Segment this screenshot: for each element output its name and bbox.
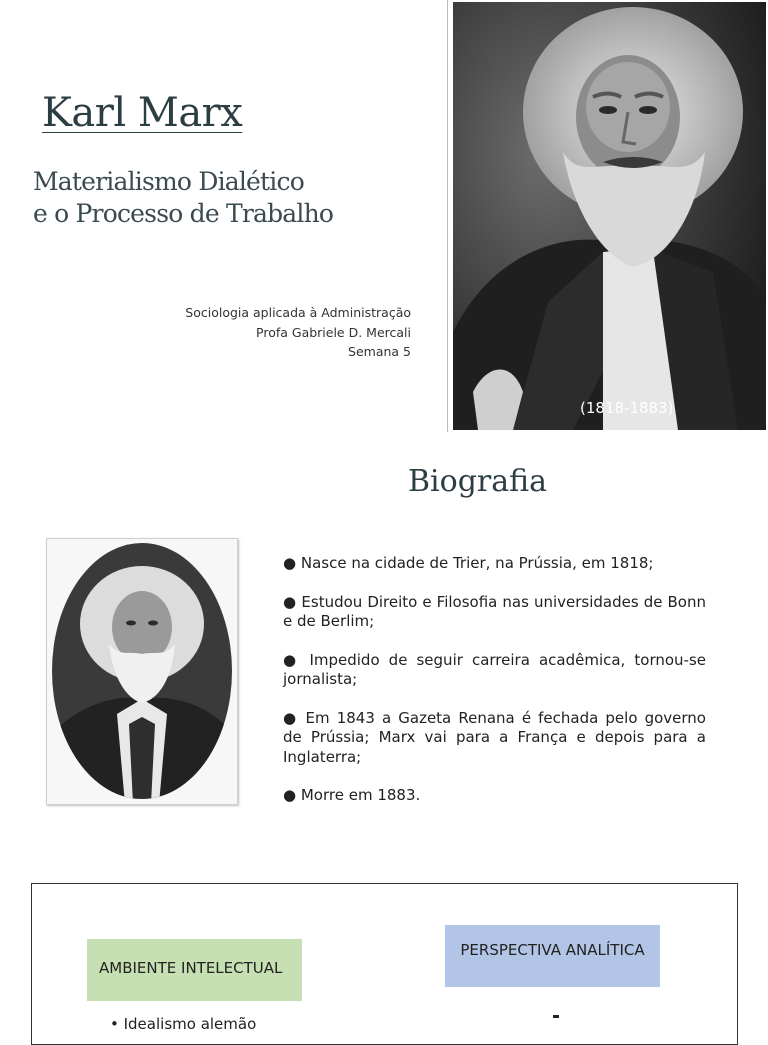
marx-oval-portrait [46, 538, 238, 805]
analytical-perspective-box: PERSPECTIVA ANALÍTICA [445, 925, 660, 987]
course-info [185, 303, 411, 362]
list-item: ● Estudou Direito e Filosofia nas universidades de Bonn e de Berlim; [283, 592, 706, 630]
list-item: ● Morre em 1883. [283, 786, 421, 804]
lifespan-caption: (1818-1883) [580, 399, 674, 417]
teacher-name: Profa Gabriele D. Mercali [256, 324, 411, 340]
list-item: ● Impedido de seguir carreira acadêmica, tornou-se jornalista; [283, 650, 706, 688]
subtitle-line-2: e o Processo de Trabalho [33, 199, 334, 228]
section-title: Biografia [408, 464, 548, 499]
course-name: Sociologia aplicada à Administração [185, 305, 411, 320]
week-label: Semana 5 [348, 344, 411, 359]
intellectual-environment-box: AMBIENTE INTELECTUAL [87, 939, 302, 1001]
page-title: Karl Marx [42, 90, 243, 136]
subtitle-line-1: Materialismo Dialético [33, 167, 304, 196]
biography-list [283, 554, 706, 825]
divider-line [447, 0, 448, 432]
partial-list-item: • Idealismo alemão [110, 1015, 257, 1033]
partial-text-fragment [553, 1015, 559, 1018]
marx-portrait-photo [453, 2, 766, 430]
subtitle [33, 166, 333, 230]
list-item: ● Nasce na cidade de Trier, na Prússia, em 1818; [283, 554, 654, 572]
list-item: ● Em 1843 a Gazeta Renana é fechada pelo governo de Prússia; Marx vai para a França e depois para a Inglaterra; [283, 708, 706, 766]
